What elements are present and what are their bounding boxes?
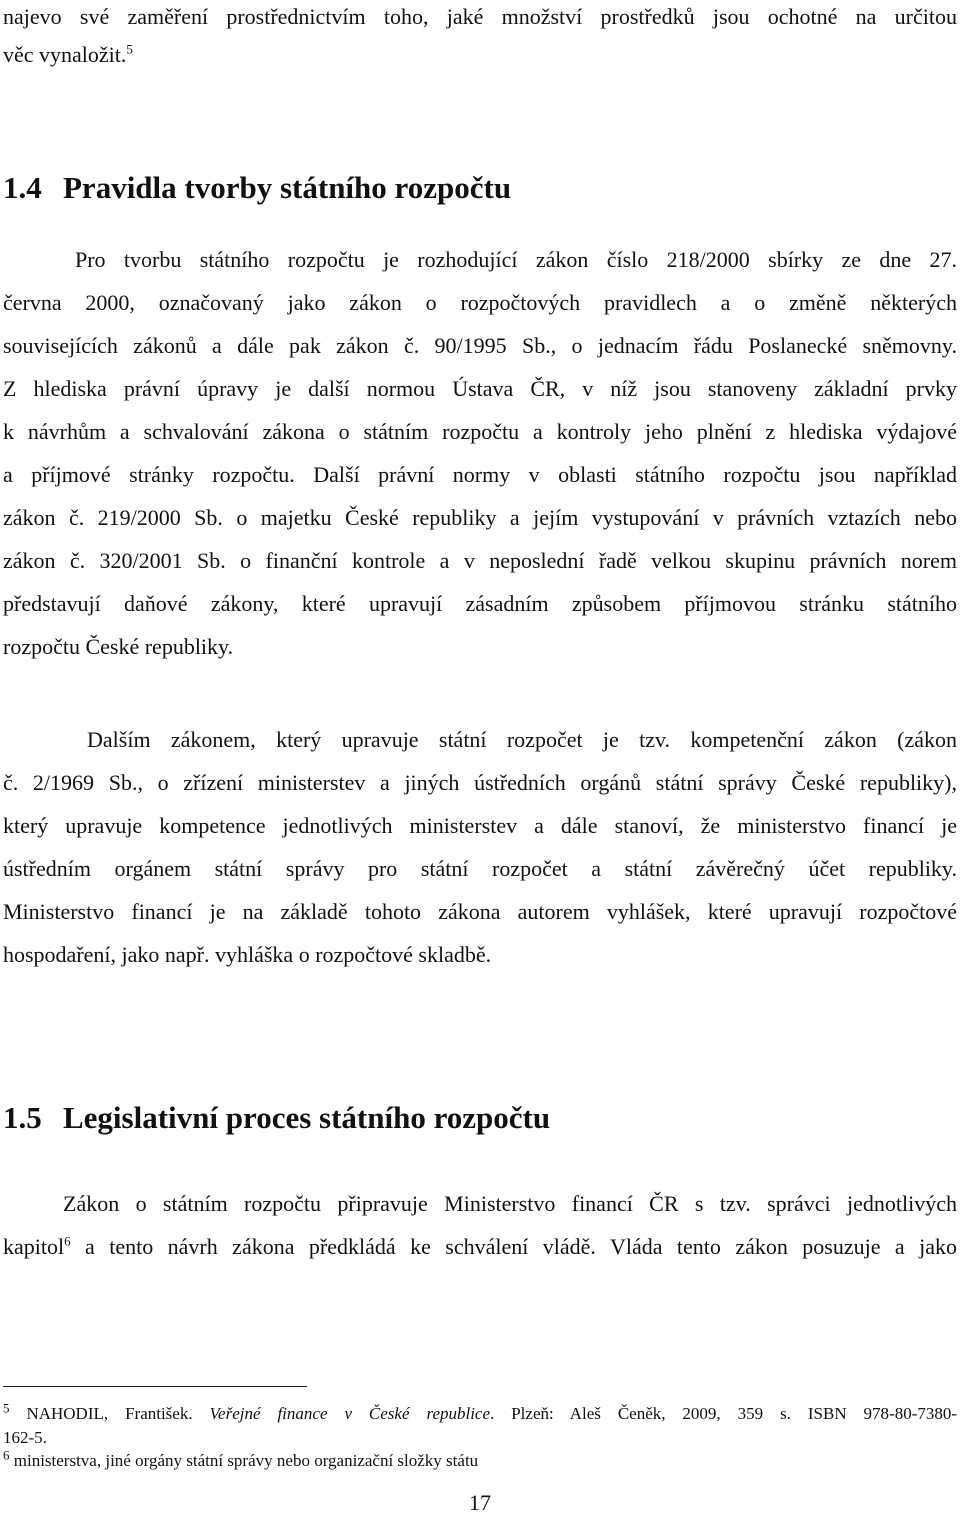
body-text-line: Zákon o státním rozpočtu připravuje Ministerstvo financí ČR s tzv. správci jednotlivých <box>63 1191 957 1216</box>
section-number: 1.4 <box>3 170 42 205</box>
body-text-line: představují daňové zákony, které upravují zásadním způsobem příjmovou stránku státního <box>3 591 957 616</box>
body-text-line: června 2000, označovaný jako zákon o rozpočtových pravidlech a o změně některých <box>3 290 957 315</box>
footnote-text: ministerstva, jiné orgány státní správy nebo organizační složky státu <box>13 1451 479 1470</box>
body-text-line: Pro tvorbu státního rozpočtu je rozhodující zákon číslo 218/2000 sbírky ze dne 27. <box>75 247 957 272</box>
body-text-line: k návrhům a schvalování zákona o státním rozpočtu a kontroly jeho plnění z hlediska výdajové <box>3 419 957 444</box>
body-text-line: najevo své zaměření prostřednictvím toho, jaké množství prostředků jsou ochotné na určitou <box>3 4 957 29</box>
footnote-text: . Plzeň: Aleš Čeněk, 2009, 359 s. ISBN 978-80-7380- <box>490 1404 958 1423</box>
body-text-line: zákon č. 320/2001 Sb. o finanční kontrole a v neposlední řadě velkou skupinu právních norem <box>3 548 957 573</box>
body-text-line: Ministerstvo financí je na základě tohoto zákona autorem vyhlášek, které upravují rozpočtové <box>3 899 957 924</box>
body-text-line: hospodaření, jako např. vyhláška o rozpočtové skladbě. <box>3 942 492 967</box>
footnote-book-title: Veřejné finance v České republice <box>209 1404 491 1423</box>
section-title: Pravidla tvorby státního rozpočtu <box>63 170 512 205</box>
footnote-mark: 6 <box>3 1447 10 1463</box>
body-text-line <box>3 40 957 70</box>
body-text-line: Dalším zákonem, který upravuje státní rozpočet je tzv. kompetenční zákon (zákon <box>87 727 957 752</box>
page-number: 17 <box>469 1490 491 1515</box>
body-text-line: který upravuje kompetence jednotlivých ministerstev a dále stanoví, že ministerstvo financí je <box>3 813 957 838</box>
body-text-line: ústředním orgánem státní správy pro státní rozpočet a státní závěrečný účet republiky. <box>3 856 957 881</box>
footnote-separator <box>3 1386 307 1387</box>
section-heading <box>3 1098 550 1138</box>
footnote-author: NAHODIL, František. <box>26 1404 193 1423</box>
footnote-ref: 6 <box>64 1233 71 1249</box>
body-text-line: souvisejících zákonů a dále pak zákon č. 90/1995 Sb., o jednacím řádu Poslanecké sněmovny. <box>3 333 957 358</box>
footnote-ref: 5 <box>126 41 133 57</box>
text-span: a tento návrh zákona předkládá ke schválení vládě. Vláda tento zákon posuzuje a jako <box>70 1234 957 1259</box>
section-title: Legislativní proces státního rozpočtu <box>63 1100 551 1135</box>
section-heading <box>3 168 511 208</box>
body-text-line: zákon č. 219/2000 Sb. o majetku České republiky a jejím vystupování v právních vztazích nebo <box>3 505 957 530</box>
text-span: věc vynaložit. <box>3 42 127 67</box>
footnote-5-continued: 162-5. <box>3 1428 47 1447</box>
body-text-line: a příjmové stránky rozpočtu. Další právní normy v oblasti státního rozpočtu jsou například <box>3 462 957 487</box>
body-text-line <box>3 1232 957 1262</box>
footnote-6 <box>3 1447 957 1472</box>
footnote-5 <box>3 1400 958 1425</box>
body-text-line: č. 2/1969 Sb., o zřízení ministerstev a jiných ústředních orgánů státní správy České republiky), <box>3 770 957 795</box>
body-text-line: rozpočtu České republiky. <box>3 634 234 659</box>
text-span: kapitol <box>3 1234 65 1259</box>
section-number: 1.5 <box>3 1100 42 1135</box>
footnote-mark: 5 <box>3 1400 10 1416</box>
body-text-line: Z hlediska právní úpravy je další normou Ústava ČR, v níž jsou stanoveny základní prvky <box>3 376 957 401</box>
